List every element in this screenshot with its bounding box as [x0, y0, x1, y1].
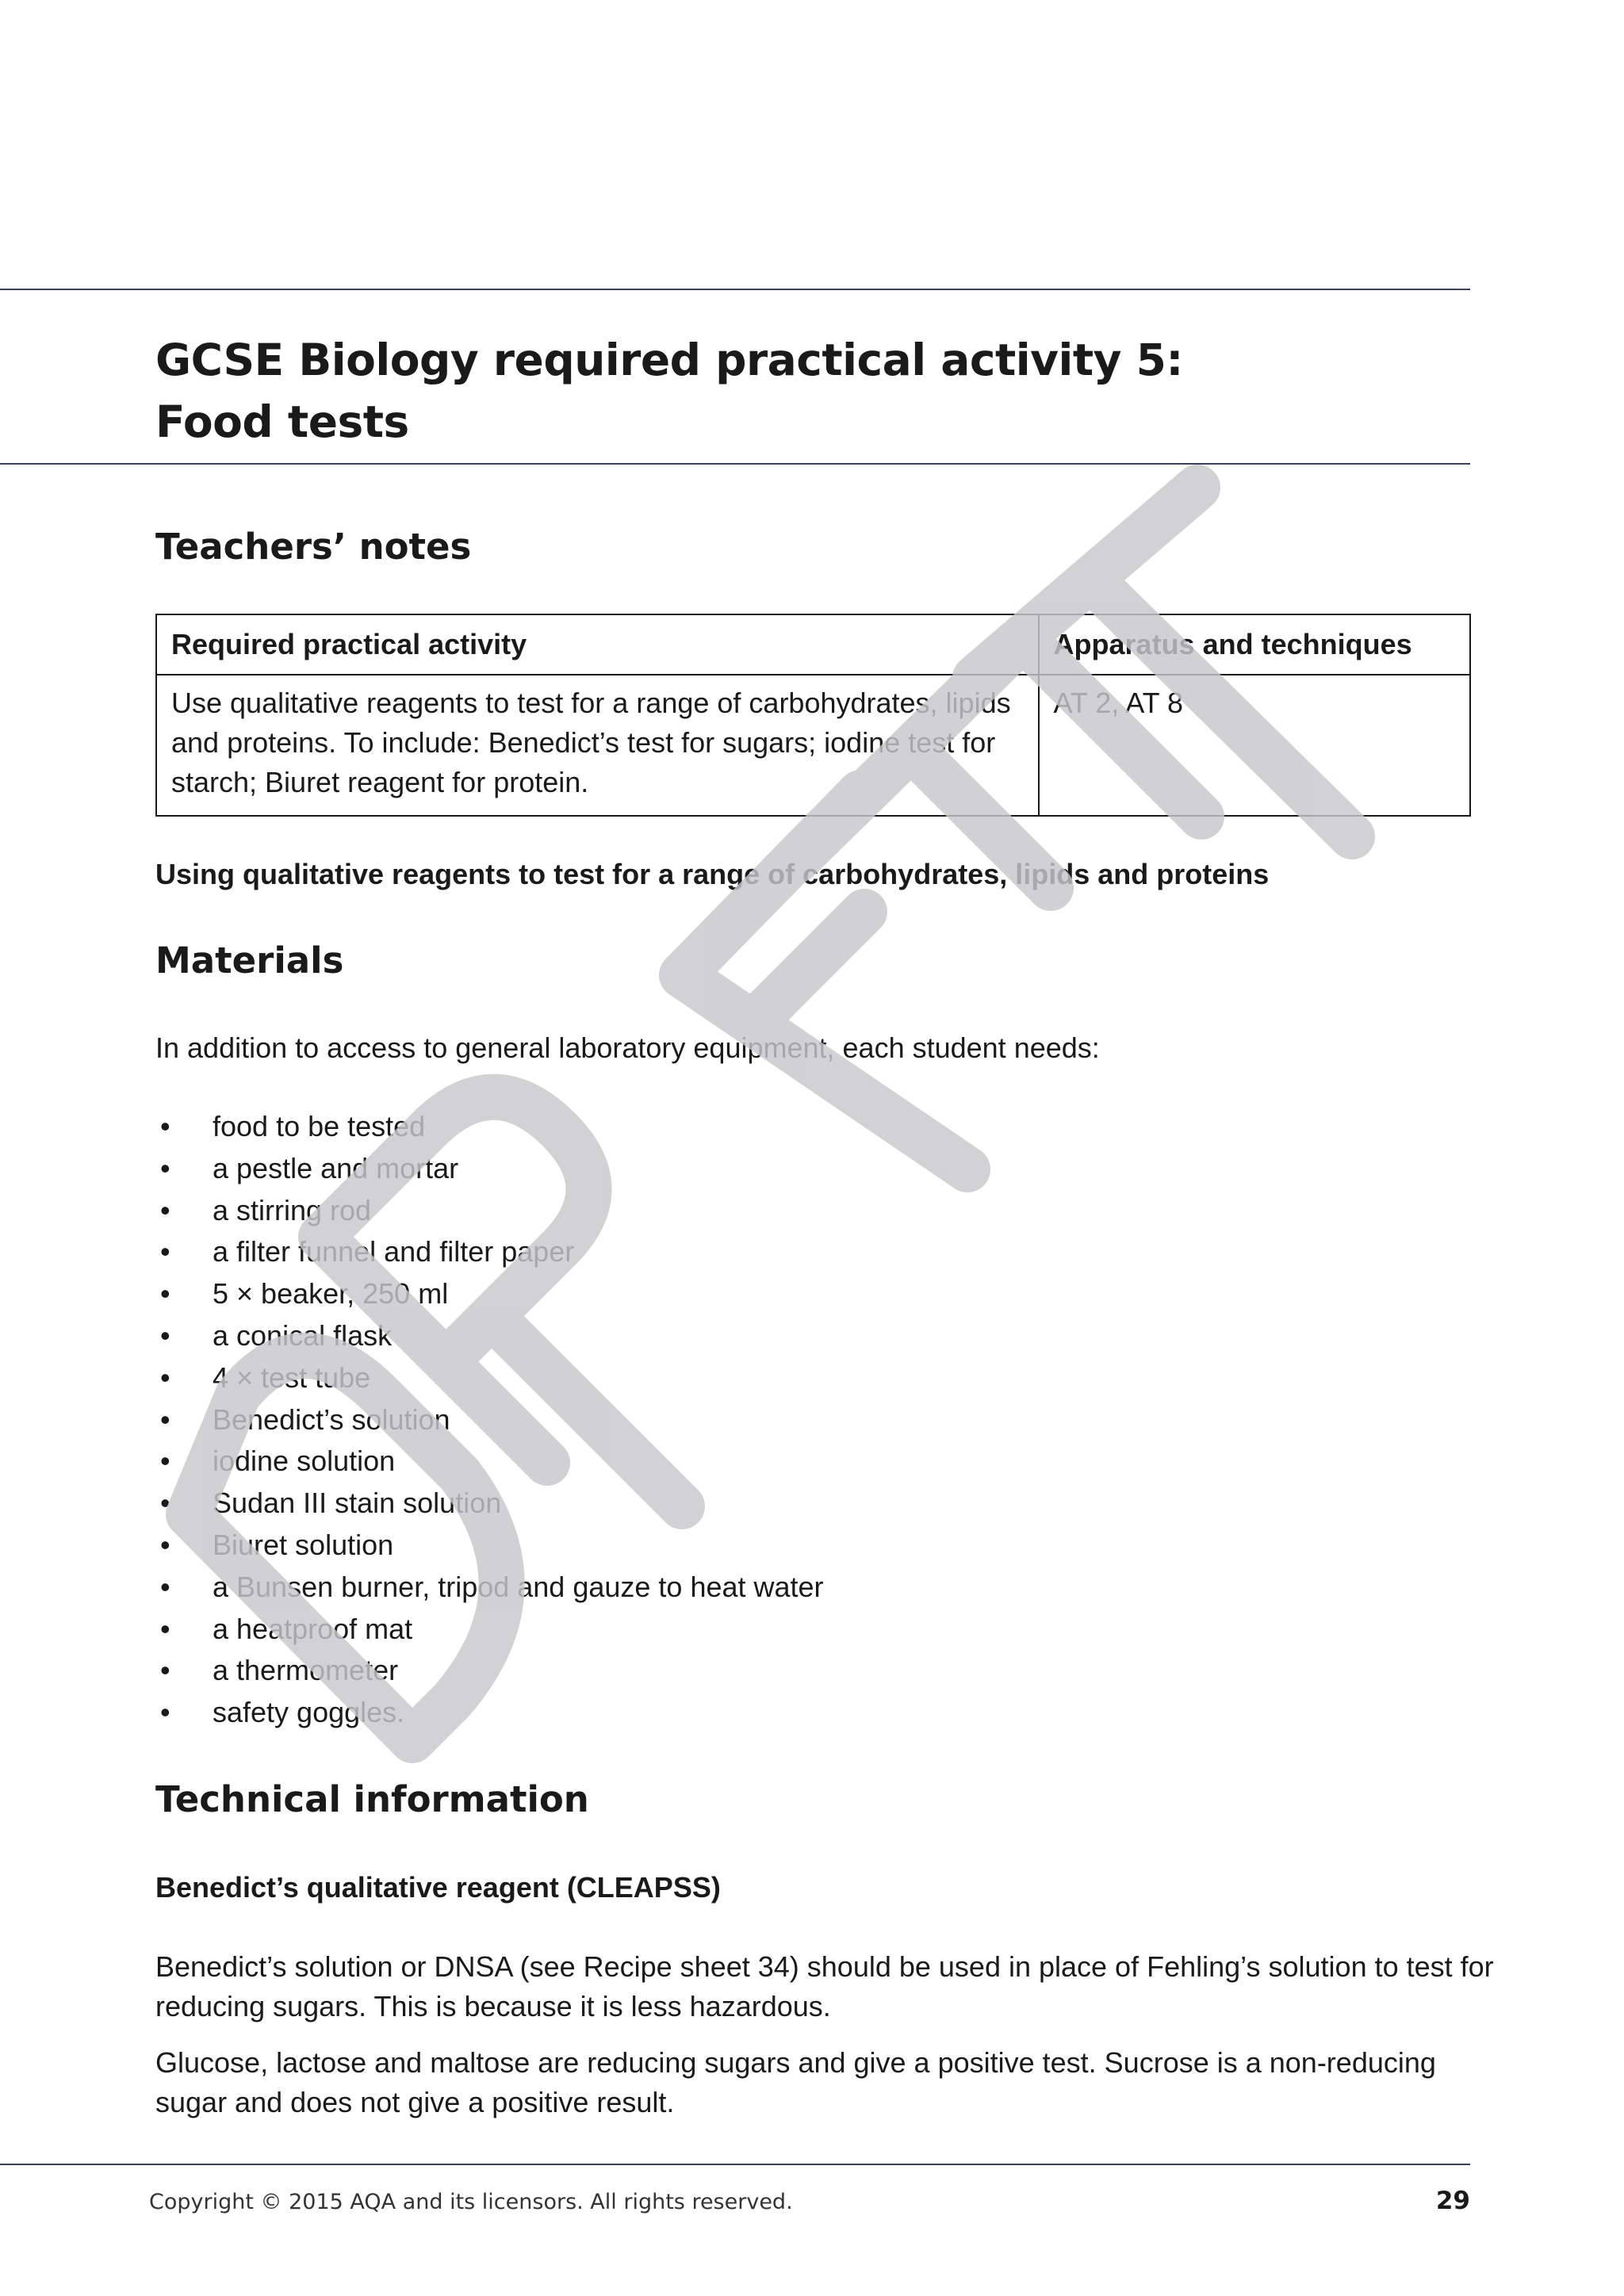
- bullet-icon: •: [160, 1110, 170, 1142]
- material-item-label: Sudan III stain solution: [213, 1487, 502, 1520]
- footer-copyright: Copyright © 2015 AQA and its licensors. All rights reserved.: [149, 2190, 793, 2214]
- benedicts-paragraph-2: Glucose, lactose and maltose are reducing sugars and give a positive test. Sucrose is a non-reducing sugar and does not give a positive result.: [155, 2046, 1436, 2118]
- bullet-icon: •: [160, 1654, 170, 1687]
- practical-activity-table: [155, 614, 1471, 817]
- bullet-icon: •: [160, 1445, 170, 1478]
- material-item-label: a thermometer: [213, 1654, 399, 1687]
- bullet-icon: •: [160, 1612, 170, 1645]
- list-item: [155, 1567, 824, 1609]
- list-item: [155, 1190, 824, 1232]
- using-reagents-subheading: Using qualitative reagents to test for a range of carbohydrates, lipids and proteins: [155, 858, 1270, 890]
- table-row: [156, 675, 1470, 816]
- material-item-label: a conical flask: [213, 1318, 393, 1352]
- benedicts-reagent-subheading: Benedict’s qualitative reagent (CLEAPSS): [155, 1871, 721, 1904]
- list-item: [155, 1273, 824, 1315]
- table-cell-apparatus: AT 2, AT 8: [1039, 675, 1470, 816]
- list-item: [155, 1399, 824, 1441]
- footer-rule: [0, 2164, 1470, 2165]
- table-header-row: [156, 614, 1470, 675]
- bullet-icon: •: [160, 1402, 170, 1436]
- materials-intro: In addition to access to general laboratory equipment, each student needs:: [155, 1031, 1100, 1064]
- material-item-label: food to be tested: [213, 1110, 426, 1142]
- bullet-icon: •: [160, 1487, 170, 1520]
- list-item: [155, 1609, 824, 1651]
- list-item: [155, 1525, 824, 1567]
- technical-information-heading: Technical information: [155, 1778, 589, 1820]
- table-cell-activity: Use qualitative reagents to test for a range of carbohydrates, lipids and proteins. To include: Benedict’s test for sugars; iodine test for starch; Biuret reagent for protein.: [156, 675, 1039, 816]
- bullet-icon: •: [160, 1570, 170, 1603]
- list-item: [155, 1231, 824, 1273]
- page-number: 29: [1435, 2187, 1470, 2215]
- material-item-label: a filter funnel and filter paper: [213, 1235, 575, 1269]
- material-item-label: a pestle and mortar: [213, 1151, 459, 1184]
- bullet-icon: •: [160, 1151, 170, 1184]
- list-item: [155, 1357, 824, 1399]
- material-item-label: Biuret solution: [213, 1528, 394, 1561]
- list-item: [155, 1315, 824, 1357]
- material-item-label: 4 × test tube: [213, 1360, 371, 1394]
- material-item-label: Benedict’s solution: [213, 1402, 450, 1436]
- bullet-icon: •: [160, 1318, 170, 1352]
- material-item-label: iodine solution: [213, 1445, 396, 1478]
- materials-list: [155, 1106, 824, 1734]
- bullet-icon: •: [160, 1528, 170, 1561]
- material-item-label: a stirring rod: [213, 1193, 372, 1226]
- material-item-label: safety goggles.: [213, 1696, 405, 1729]
- teachers-notes-heading: Teachers’ notes: [155, 526, 472, 568]
- header-bottom-rule: [0, 463, 1470, 465]
- material-item-label: a Bunsen burner, tripod and gauze to heat water: [213, 1570, 824, 1603]
- page-title: [155, 329, 1183, 453]
- materials-heading: Materials: [155, 939, 344, 982]
- bullet-icon: •: [160, 1235, 170, 1269]
- list-item: [155, 1692, 824, 1734]
- benedicts-paragraph-1: Benedict’s solution or DNSA (see Recipe sheet 34) should be used in place of Fehling’s solution to test for reducing sugars. This is because it is less hazardous.: [155, 1950, 1494, 2022]
- header-top-rule: [0, 289, 1470, 290]
- bullet-icon: •: [160, 1277, 170, 1311]
- table-header-activity: Required practical activity: [156, 614, 1039, 675]
- bullet-icon: •: [160, 1193, 170, 1226]
- list-item: [155, 1483, 824, 1525]
- list-item: [155, 1650, 824, 1692]
- bullet-icon: •: [160, 1696, 170, 1729]
- page-title-line-2: Food tests: [155, 396, 409, 447]
- list-item: [155, 1148, 824, 1190]
- table-header-apparatus: Apparatus and techniques: [1039, 614, 1470, 675]
- material-item-label: a heatproof mat: [213, 1612, 413, 1645]
- list-item: [155, 1106, 824, 1148]
- page-title-line-1: GCSE Biology required practical activity 5:: [155, 335, 1183, 385]
- material-item-label: 5 × beaker, 250 ml: [213, 1277, 449, 1311]
- list-item: [155, 1441, 824, 1483]
- bullet-icon: •: [160, 1360, 170, 1394]
